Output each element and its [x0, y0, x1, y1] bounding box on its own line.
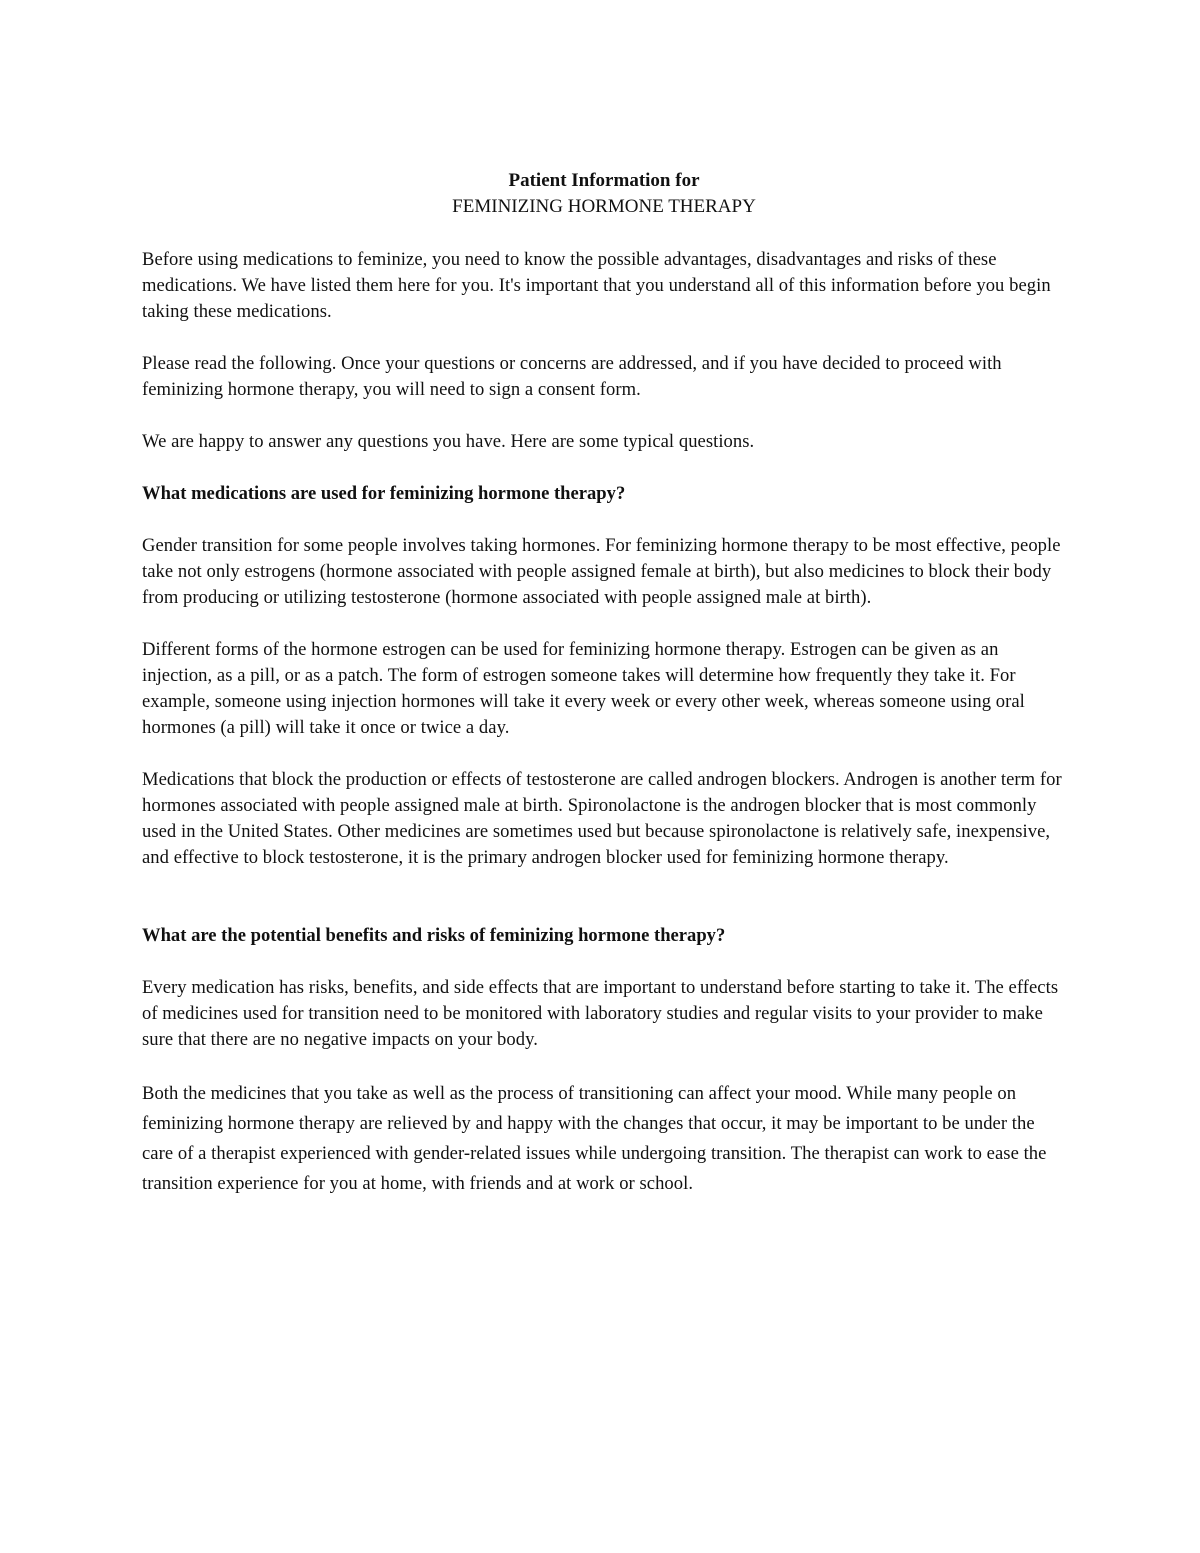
section-1-heading: What medications are used for feminizing hormone therapy? — [142, 483, 626, 504]
intro-paragraph-1: Before using medications to feminize, you need to know the possible advantages, disadvantages and risks of these medications. We have listed them here for you. It's important that you understand all of this information before you begin taking these medications. — [142, 249, 1051, 322]
document-title — [136, 168, 1072, 220]
intro-paragraph-2: Please read the following. Once your questions or concerns are addressed, and if you have decided to proceed with feminizing hormone therapy, you will need to sign a consent form. — [142, 353, 1002, 400]
section-1-paragraph-2: Different forms of the hormone estrogen can be used for feminizing hormone therapy. Estrogen can be given as an injection, as a pill, or as a patch. The form of estrogen someone takes will determine how frequently they take it. For example, someone using injection hormones will take it every week or every other week, whereas someone using oral hormones (a pill) will take it once or twice a day. — [142, 639, 1025, 738]
section-2-paragraph-1: Every medication has risks, benefits, and side effects that are important to understand before starting to take it. The effects of medicines used for transition need to be monitored with laboratory studies and regular visits to your provider to make sure that there are no negative impacts on your body. — [142, 977, 1059, 1050]
section-2-paragraph-2: Both the medicines that you take as well as the process of transitioning can affect your mood. While many people on feminizing hormone therapy are relieved by and happy with the changes that occur, it may be important to be under the care of a therapist experienced with gender-related issues while undergoing transition. The therapist can work to ease the transition experience for you at home, with friends and at work or school. — [142, 1083, 1047, 1194]
intro-paragraph-3: We are happy to answer any questions you have. Here are some typical questions. — [142, 431, 755, 452]
section-1-paragraph-1: Gender transition for some people involves taking hormones. For feminizing hormone therapy to be most effective, people take not only estrogens (hormone associated with people assigned female at birth), but also medicines to block their body from producing or utilizing testosterone (hormone associated with people assigned male at birth). — [142, 535, 1061, 608]
title-line-1: Patient Information for — [508, 170, 700, 191]
document-body — [142, 168, 1067, 1199]
title-line-2: FEMINIZING HORMONE THERAPY — [452, 196, 756, 217]
section-2-heading: What are the potential benefits and risks of feminizing hormone therapy? — [142, 925, 726, 946]
section-1-paragraph-3: Medications that block the production or effects of testosterone are called androgen blockers. Androgen is another term for hormones associated with people assigned male at birth. Spironolactone is the androgen blocker that is most commonly used in the United States. Other medicines are sometimes used but because spironolactone is relatively safe, inexpensive, and effective to block testosterone, it is the primary androgen blocker used for feminizing hormone therapy. — [142, 769, 1062, 868]
